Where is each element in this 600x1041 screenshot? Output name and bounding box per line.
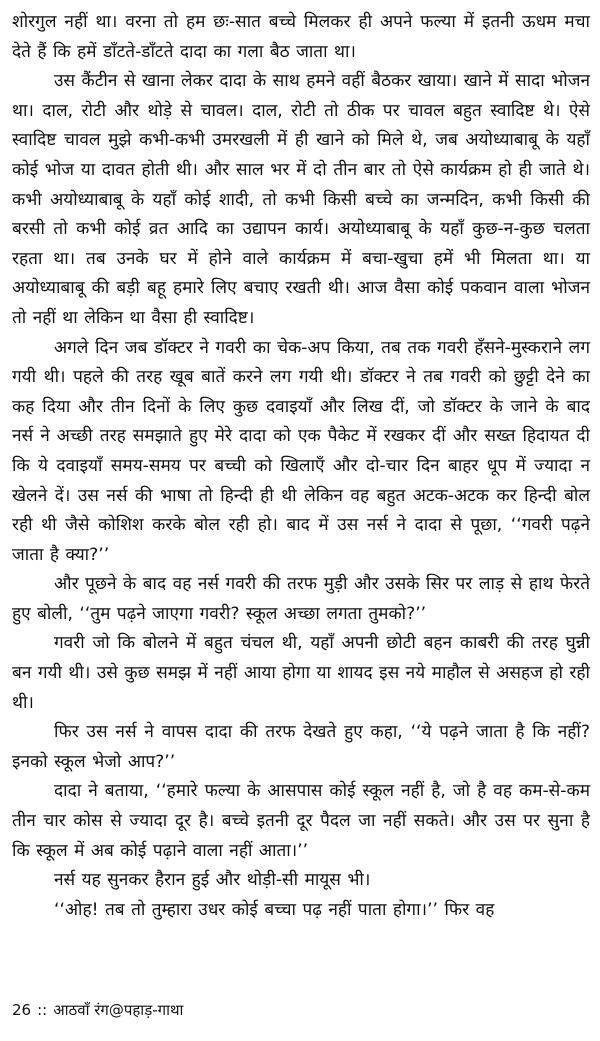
paragraph: गवरी जो कि बोलने में बहुत चंचल थी, यहाँ अपनी छोटी बहन काबरी की तरह घुन्नी बन गयी थी। उसे कुछ समझ में नहीं आया होगा या शायद इस नये माहौल से असहज हो रही थी। bbox=[12, 633, 590, 713]
paragraph: अगले दिन जब डॉक्टर ने गवरी का चेक-अप किया, तब तक गवरी हँसने-मुस्कराने लग गयी थी। पहले की तरह खूब बातें करने लग गयी थी। डॉक्टर ने तब गवरी को छुट्टी देने का कह दिया और तीन दिनों के लिए कुछ दवाइयाँ और लिख दीं, जो डॉक्टर के जाने के बाद नर्स ने अच्छी तरह समझाते हुए मेरे दादा को एक पैकेट में रखकर दीं और सख्त हिदायत दी कि ये दवाइयाँ समय-समय पर बच्ची को खिलाएँ और दो-चार दिन बाहर धूप में ज्यादा न खेलने दें। उस नर्स की भाषा तो हिन्दी ही थी लेकिन वह बहुत अटक-अटक कर हिन्दी बोल रही थी जैसे कोशिश करके बोल रही हो। बाद में उस नर्स ने दादा से पूछा, ‘‘गवरी पढ़ने जाता है क्या?’’ bbox=[12, 337, 590, 565]
paragraph: उस कैंटीन से खाना लेकर दादा के साथ हमने वहीं बैठकर खाया। खाने में सादा भोजन था। दाल, रोटी और थोड़े से चावल। दाल, रोटी तो ठीक पर चावल बहुत स्वादिष्ट थे। ऐसे स्वादिष्ट चावल मुझे कभी-कभी उमरखली में ही खाने को मिले थे, जब अयोध्याबाबू के यहाँ कोई भोज या दावत होती थी। और साल भर में दो तीन बार तो ऐसे कार्यक्रम हो ही जाते थे। कभी अयोध्याबाबू के यहाँ कोई शादी, तो कभी किसी बच्चे का जन्मदिन, कभी किसी की बरसी तो कभी कोई व्रत आदि का उद्यापन कार्य। अयोध्याबाबू के यहाँ कुछ-न-कुछ चलता रहता था। तब उनके घर में होने वाले कार्यक्रम में बचा-खुचा हमें भी मिलता था। या अयोध्याबाबू की बड़ी बहू हमारे लिए बचाए रखती थी। आज वैसा कोई पकवान वाला भोजन तो नहीं था लेकिन था वैसा ही स्वादिष्ट। bbox=[12, 71, 590, 328]
paragraph: ‘‘ओह! तब तो तुम्हारा उधर कोई बच्चा पढ़ नहीं पाता होगा।’’ फिर वह bbox=[54, 899, 495, 920]
page-number: 26 bbox=[12, 1001, 32, 1019]
paragraph: और पूछने के बाद वह नर्स गवरी की तरफ मुड़ी और उसके सिर पर लाड़ से हाथ फेरते हुए बोली, ‘‘तुम पढ़ने जाएगा गवरी? स्कूल अच्छा लगता तुमको?’’ bbox=[12, 574, 590, 624]
paragraph: दादा ने बताया, ‘‘हमारे फल्या के आसपास कोई स्कूल नहीं है, जो है वह कम-से-कम तीन चार कोस से ज्यादा दूर है। बच्चे इतनी दूर पैदल जा नहीं सकते। और उस पर सुना है कि स्कूल में अब कोई पढ़ाने वाला नहीं आता।’’ bbox=[12, 781, 590, 861]
paragraph-continued: शोरगुल नहीं था। वरना तो हम छः-सात बच्चे मिलकर ही अपने फल्या में इतनी ऊधम मचा देते हैं कि हमें डाँटते-डाँटते दादा का गला बैठ जाता था। bbox=[12, 12, 590, 62]
paragraph: नर्स यह सुनकर हैरान हुई और थोड़ी-सी मायूस भी। bbox=[54, 870, 371, 891]
page-footer bbox=[12, 1000, 183, 1020]
paragraph: फिर उस नर्स ने वापस दादा की तरफ देखते हुए कहा, ‘‘ये पढ़ने जाता है कि नहीं? इनको स्कूल भेजो आप?’’ bbox=[12, 722, 590, 772]
footer-separator: :: bbox=[37, 1001, 48, 1019]
book-page bbox=[12, 8, 590, 1028]
book-title: आठवाँ रंग@पहाड़-गाथा bbox=[53, 1001, 184, 1019]
